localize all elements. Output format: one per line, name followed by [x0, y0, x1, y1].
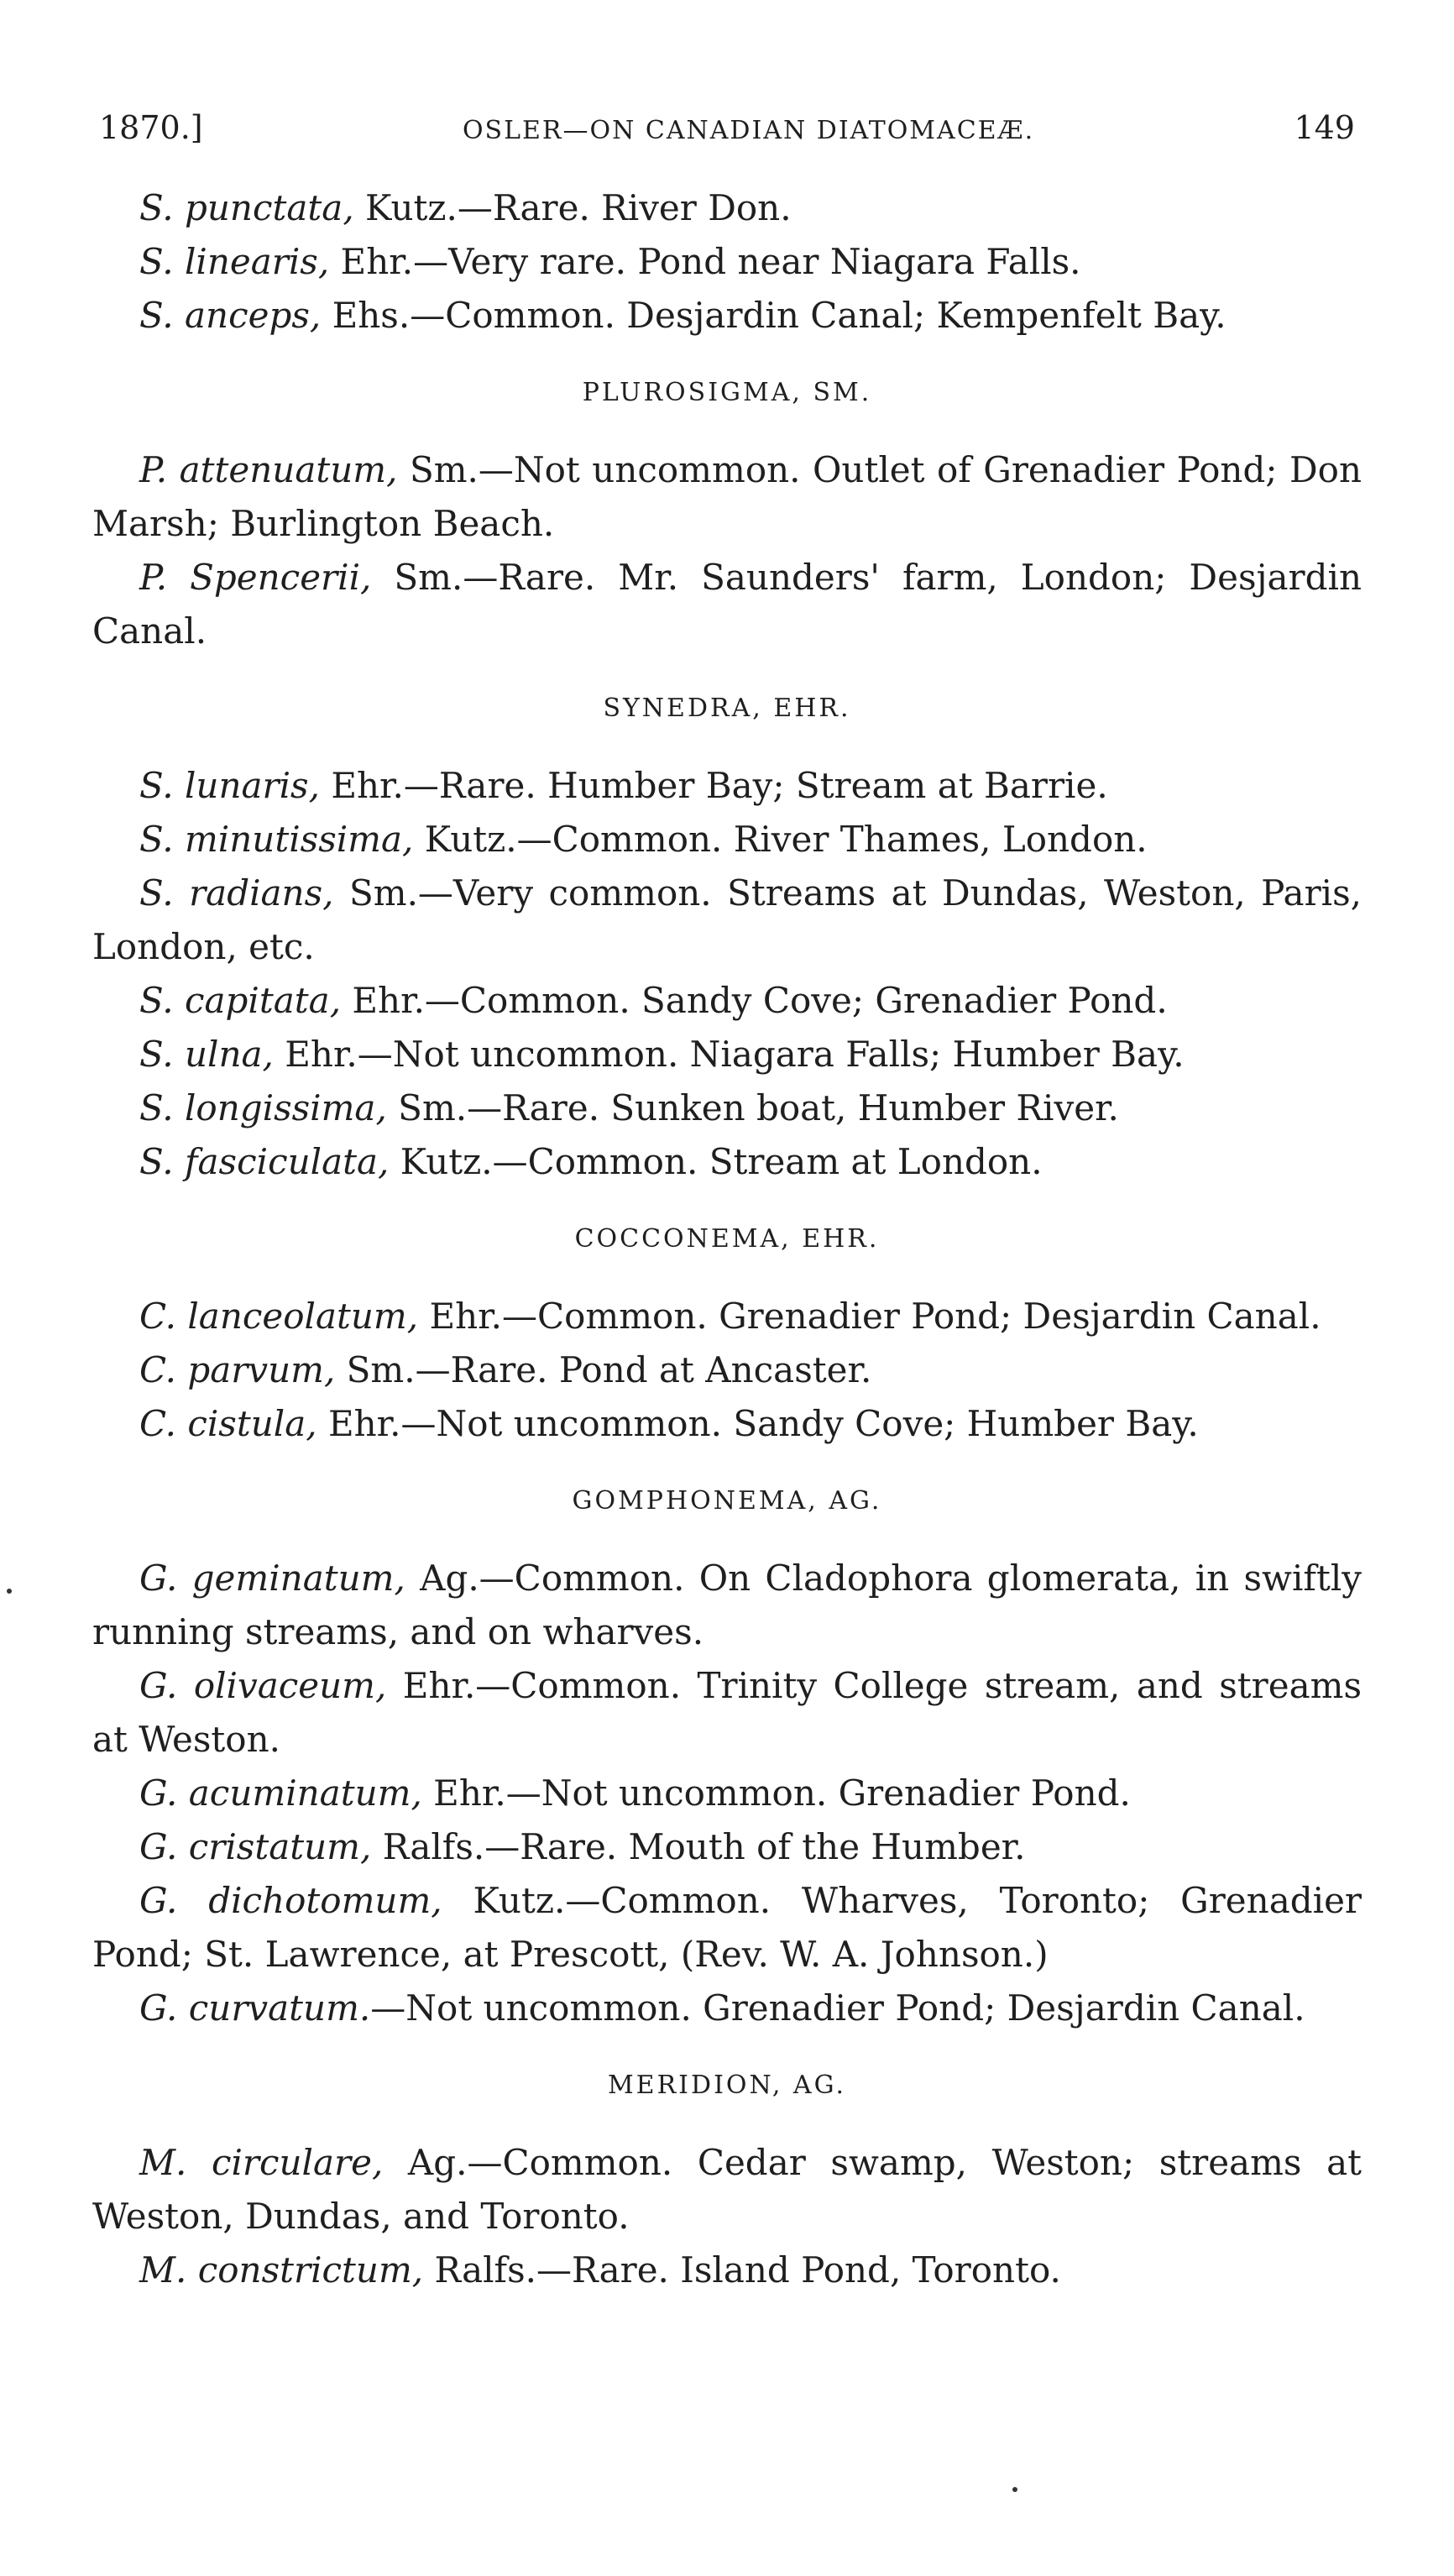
species-name: P. attenuatum, [139, 449, 398, 490]
species-entry [92, 1343, 1362, 1397]
species-name: M. circulare, [139, 2142, 384, 2183]
species-description: Ehr.—Common. Grenadier Pond; Desjardin Canal. [418, 1296, 1321, 1337]
species-description: Ralfs.—Rare. Island Pond, Toronto. [423, 2249, 1061, 2291]
species-description: Kutz.—Common. Wharves, Toronto; Grenadier Pond; St. Lawrence, at Prescott, (Rev. W. A. Johnson.) [92, 1880, 1362, 1975]
species-entry [92, 1874, 1362, 1982]
species-entry [92, 181, 1362, 235]
header-title: OSLER—ON CANADIAN DIATOMACEÆ. [462, 116, 1035, 145]
species-entry [92, 1290, 1362, 1343]
species-name: M. constrictum, [139, 2249, 424, 2291]
species-name: S. longissima, [139, 1087, 387, 1128]
species-entry [92, 235, 1362, 289]
species-entry [92, 551, 1362, 658]
species-description: Ehr.—Not uncommon. Niagara Falls; Humber Bay. [273, 1034, 1185, 1075]
species-description: Ehr.—Rare. Humber Bay; Stream at Barrie. [319, 765, 1108, 806]
species-entry [92, 289, 1362, 343]
print-speck [7, 1589, 12, 1594]
species-entry [92, 1767, 1362, 1820]
genus-heading: MERIDION, AG. [607, 2071, 847, 2100]
page-number: 149 [1294, 109, 1355, 146]
species-entry [92, 1397, 1362, 1451]
genus-heading: GOMPHONEMA, AG. [572, 1486, 882, 1516]
species-description: Ralfs.—Rare. Mouth of the Humber. [371, 1826, 1026, 1867]
species-description: Ehr.—Not uncommon. Grenadier Pond. [421, 1772, 1131, 1814]
species-entry [92, 1135, 1362, 1189]
species-description: Ag.—Common. Cedar swamp, Weston; streams at Weston, Dundas, and Toronto. [92, 2142, 1362, 2237]
species-name: S. ulna, [139, 1034, 274, 1075]
species-entry [92, 2136, 1362, 2244]
species-description: Ehs.—Common. Desjardin Canal; Kempenfelt Bay. [321, 295, 1226, 336]
genus-heading: PLUROSIGMA, SM. [582, 378, 872, 407]
running-head [92, 109, 1362, 146]
species-entry [92, 1081, 1362, 1135]
species-description: Ehr.—Very rare. Pond near Niagara Falls. [329, 241, 1081, 282]
species-name: S. anceps, [139, 295, 322, 336]
species-description: Sm.—Rare. Mr. Saunders' farm, London; Desjardin Canal. [92, 557, 1362, 652]
species-name: C. parvum, [139, 1349, 336, 1390]
species-description: Sm.—Very common. Streams at Dundas, Weston, Paris, London, etc. [92, 872, 1362, 967]
species-name: G. olivaceum, [139, 1665, 387, 1706]
species-description: —Not uncommon. Grenadier Pond; Desjardin Canal. [370, 1987, 1305, 2029]
species-entry [92, 974, 1362, 1028]
species-description: Ehr.—Common. Sandy Cove; Grenadier Pond. [341, 980, 1168, 1021]
species-entry [92, 813, 1362, 867]
page-content [92, 181, 1362, 2297]
species-entry [92, 1659, 1362, 1767]
species-description: Sm.—Not uncommon. Outlet of Grenadier Pond; Don Marsh; Burlington Beach. [92, 449, 1362, 544]
print-speck [1012, 2487, 1017, 2492]
species-name: G. dichotomum, [139, 1880, 442, 1921]
species-entry [92, 2244, 1362, 2297]
species-name: G. curvatum. [139, 1987, 371, 2029]
species-description: Ehr.—Not uncommon. Sandy Cove; Humber Bay. [316, 1403, 1199, 1444]
header-year: 1870.] [99, 109, 203, 146]
species-description: Ehr.—Common. Trinity College stream, and streams at Weston. [92, 1665, 1362, 1760]
species-name: S. linearis, [139, 241, 330, 282]
genus-heading: SYNEDRA, EHR. [603, 694, 851, 723]
species-name: P. Spencerii, [139, 557, 372, 598]
species-entry [92, 1028, 1362, 1081]
species-name: S. capitata, [139, 980, 342, 1021]
species-name: S. fasciculata, [139, 1141, 390, 1182]
species-description: Ag.—Common. On Cladophora glomerata, in swiftly running streams, and on wharves. [92, 1558, 1362, 1652]
species-name: S. lunaris, [139, 765, 320, 806]
species-name: G. acuminatum, [139, 1772, 422, 1814]
species-description: Kutz.—Rare. River Don. [353, 187, 792, 228]
species-name: C. cistula, [139, 1403, 317, 1444]
species-entry [92, 1820, 1362, 1874]
species-description: Kutz.—Common. Stream at London. [389, 1141, 1043, 1182]
species-name: S. minutissima, [139, 819, 414, 860]
species-name: S. radians, [139, 872, 334, 914]
species-entry [92, 1982, 1362, 2035]
genus-heading: COCCONEMA, EHR. [574, 1224, 880, 1254]
species-name: C. lanceolatum, [139, 1296, 419, 1337]
species-name: S. punctata, [139, 187, 354, 228]
species-entry [92, 759, 1362, 813]
species-description: Sm.—Rare. Sunken boat, Humber River. [386, 1087, 1119, 1128]
species-entry [92, 443, 1362, 551]
species-description: Sm.—Rare. Pond at Ancaster. [335, 1349, 872, 1390]
species-name: G. geminatum, [139, 1558, 405, 1599]
species-entry [92, 1552, 1362, 1659]
species-description: Kutz.—Common. River Thames, London. [413, 819, 1148, 860]
species-name: G. cristatum, [139, 1826, 372, 1867]
species-entry [92, 867, 1362, 974]
